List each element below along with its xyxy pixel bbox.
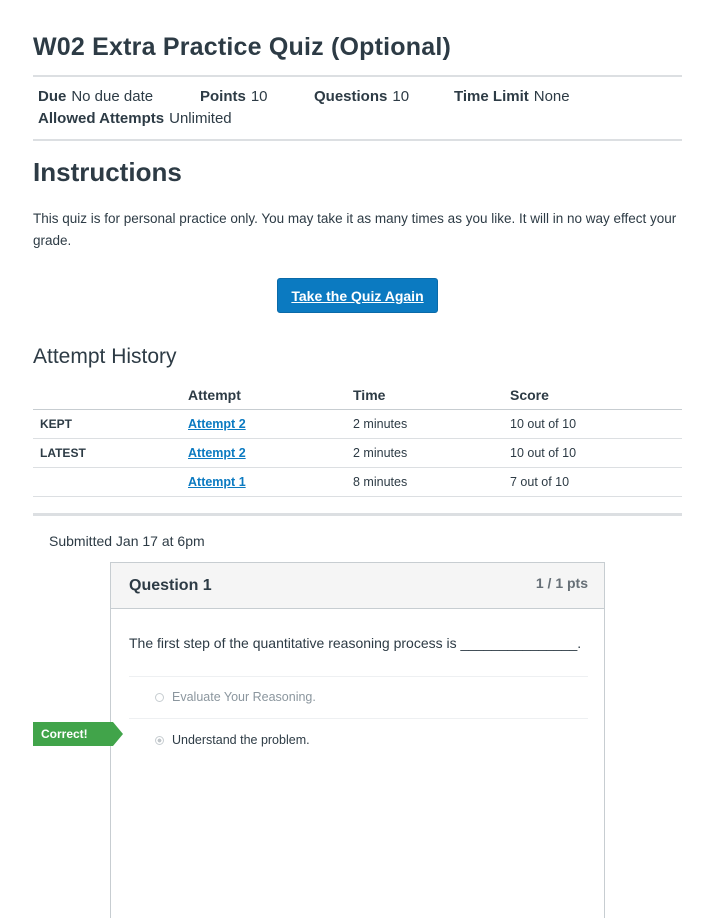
meta-time-limit [454, 88, 570, 105]
attempt-history-heading: Attempt History [33, 345, 177, 368]
table-row [33, 468, 682, 497]
attempt-tag: LATEST [33, 439, 188, 468]
take-quiz-again-button[interactable]: Take the Quiz Again [277, 278, 438, 313]
column-header-attempt: Attempt [188, 380, 353, 410]
answer-option-selected [155, 733, 310, 747]
attempt-time: 2 minutes [353, 410, 510, 439]
radio-checked-icon [155, 736, 164, 745]
divider [129, 676, 588, 677]
question-points: 1 / 1 pts [535, 575, 588, 591]
meta-points [200, 88, 268, 105]
attempt-tag: KEPT [33, 410, 188, 439]
column-header-time: Time [353, 380, 510, 410]
answer-label: Evaluate Your Reasoning. [172, 690, 316, 704]
answer-label: Understand the problem. [172, 733, 310, 747]
attempt-link[interactable]: Attempt 2 [188, 446, 246, 460]
points-label: Points [200, 88, 246, 105]
points-value: 10 [250, 88, 268, 105]
attempt-time: 8 minutes [353, 468, 510, 497]
attempt-score: 10 out of 10 [510, 410, 682, 439]
radio-icon [155, 693, 164, 702]
attempt-score: 10 out of 10 [510, 439, 682, 468]
question-text: The first step of the quantitative reasoning process is _______________. [129, 635, 582, 651]
attempts-value: Unlimited [169, 110, 232, 127]
divider [33, 514, 682, 516]
question-title: Question 1 [129, 577, 212, 594]
correct-answer-badge: Correct! [33, 722, 113, 746]
due-label: Due [38, 88, 67, 105]
table-row [33, 410, 682, 439]
table-row-empty [33, 497, 682, 514]
meta-questions [314, 88, 409, 105]
column-header-score: Score [510, 380, 682, 410]
table-row [33, 439, 682, 468]
instructions-text: This quiz is for personal practice only. You may take it as many times as you like. It will in no way effect your grade. [33, 211, 677, 248]
instructions-heading: Instructions [33, 157, 182, 187]
time-limit-label: Time Limit [454, 88, 529, 105]
attempt-history-table [33, 380, 682, 514]
submitted-date: Submitted Jan 17 at 6pm [49, 533, 205, 549]
divider [33, 139, 682, 141]
answer-option [155, 690, 316, 704]
attempt-score: 7 out of 10 [510, 468, 682, 497]
time-limit-value: None [533, 88, 570, 105]
divider [33, 75, 682, 77]
meta-attempts [38, 110, 232, 127]
page-title: W02 Extra Practice Quiz (Optional) [33, 33, 452, 61]
questions-value: 10 [392, 88, 410, 105]
questions-label: Questions [314, 88, 388, 105]
attempt-tag [33, 468, 188, 497]
attempts-label: Allowed Attempts [38, 110, 165, 127]
meta-due [38, 88, 153, 105]
attempt-link[interactable]: Attempt 1 [188, 475, 246, 489]
divider [129, 718, 588, 719]
table-header-row [33, 380, 682, 410]
attempt-time: 2 minutes [353, 439, 510, 468]
attempt-link[interactable]: Attempt 2 [188, 417, 246, 431]
due-value: No due date [71, 88, 154, 105]
question-header [111, 563, 604, 609]
question-card [110, 562, 605, 918]
column-header-tag [33, 380, 188, 410]
